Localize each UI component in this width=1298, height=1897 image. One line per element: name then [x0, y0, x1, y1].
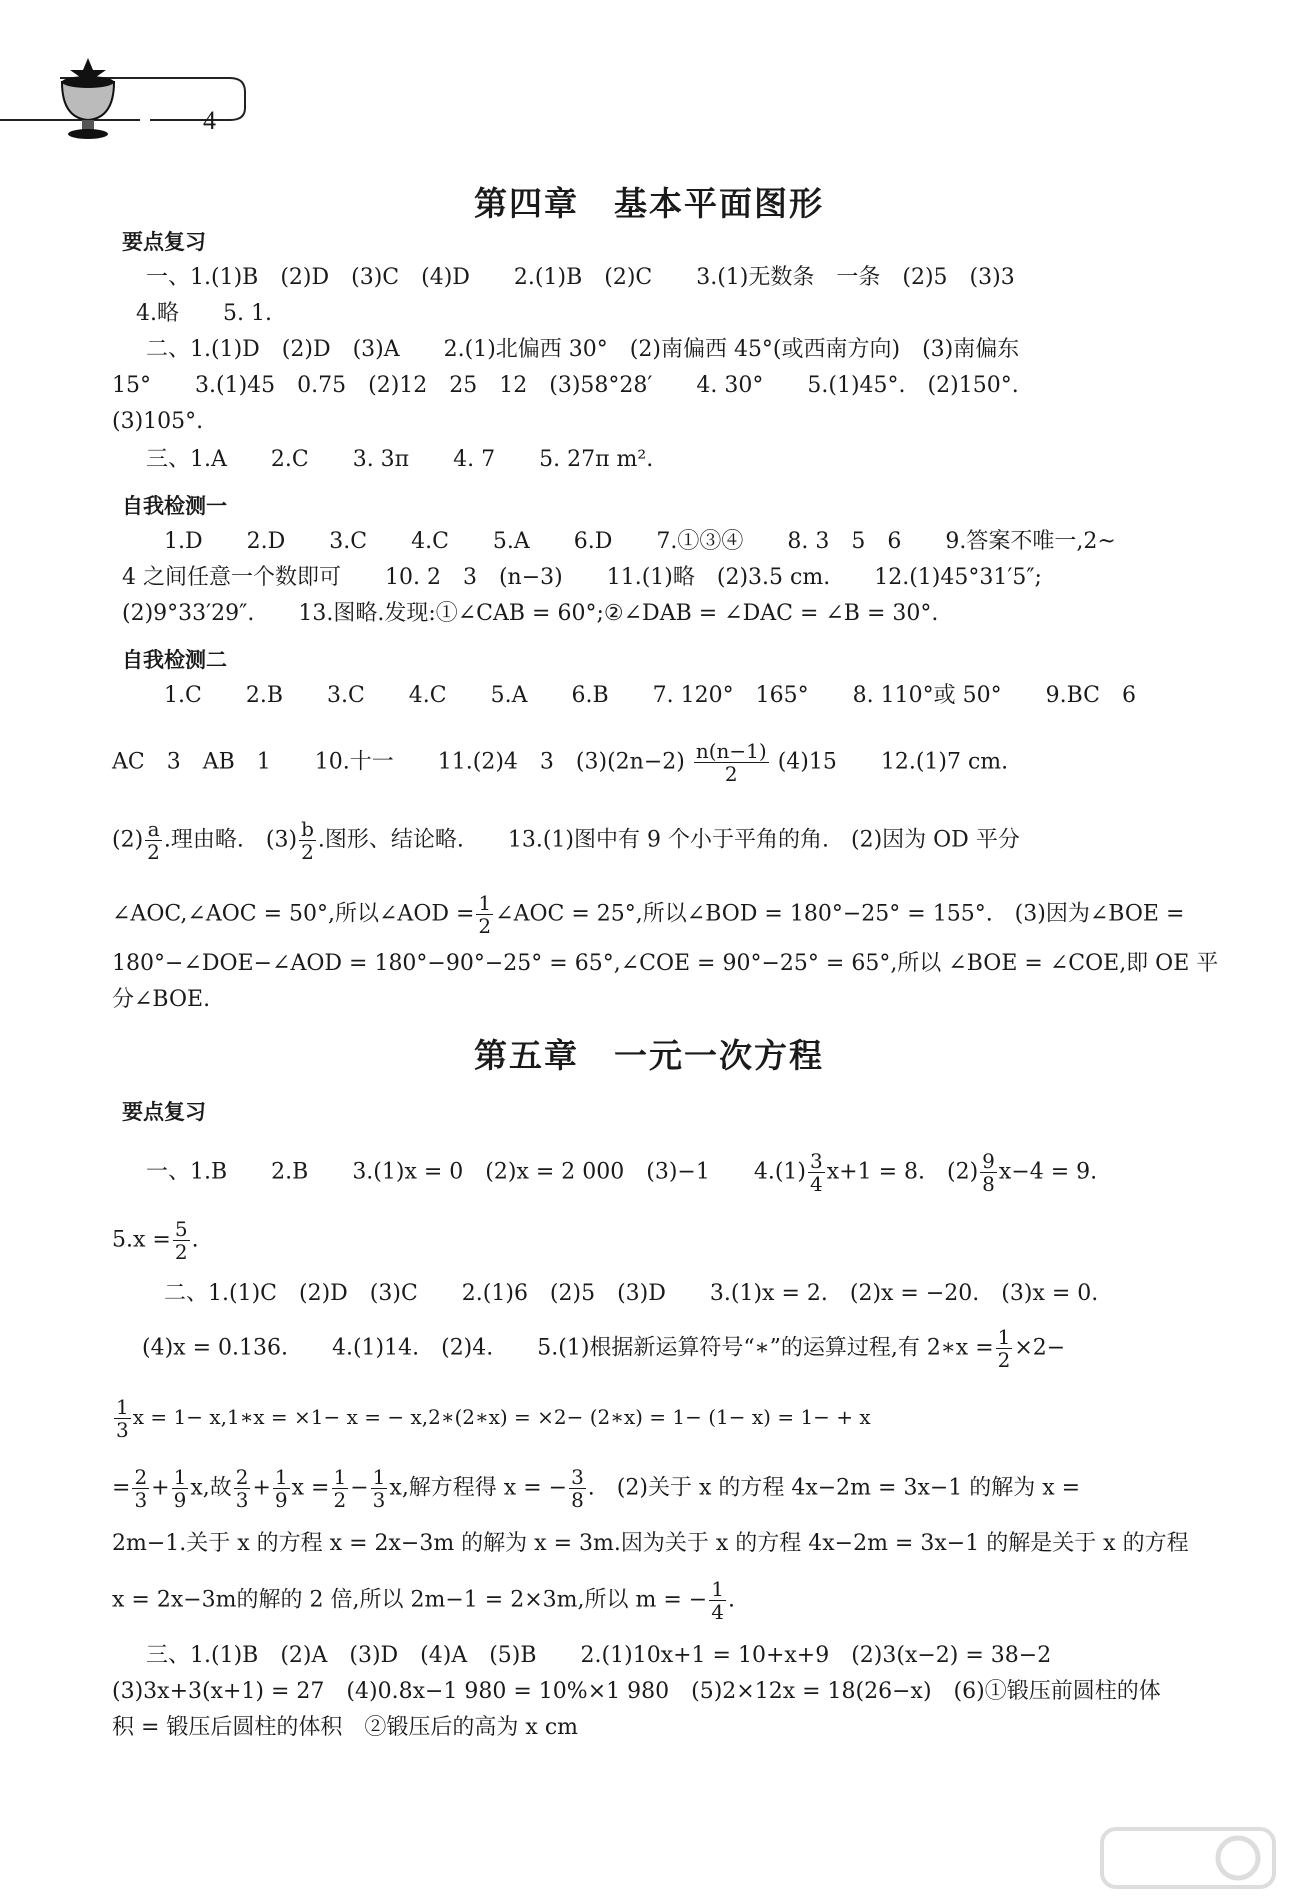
trophy-icon — [62, 58, 114, 139]
review-line: 一、1.(1)B (2)D (3)C (4)D 2.(1)B (2)C 3.(1)无数条 一条 (2)5 (3)3 — [146, 265, 1015, 290]
ch5-line: = $\frac{2}{3}$ + $\frac{1}{9}$ x,故 $\frac{2}{3}$ + $\frac{1}{9}$ x = $\frac{1}{2}$ − $\frac{1}{3}$ x,解方程得 x = − $\frac{3}{8}$ . (2)关于 x 的方程 4x−2m = 3x−1 的解为 x = — [112, 1465, 1081, 1512]
fraction: $\frac{1}{9}$ — [173, 1465, 187, 1512]
review-line: 二、1.(1)D (2)D (3)A 2.(1)北偏西 30° (2)南偏西 45°(或西南方向) (3)南偏东 — [146, 337, 1020, 362]
check1-line: 1.D 2.D 3.C 4.C 5.A 6.D 7.①③④ 8. 3 5 6 9.答案不唯一,2~ — [164, 529, 1116, 554]
check2-line: 1.C 2.B 3.C 4.C 5.A 6.B 7. 120° 165° 8. 110°或 50° 9.BC 6 — [164, 683, 1136, 708]
review-line: (3)105°. — [112, 409, 204, 434]
check2-line: 分∠BOE. — [112, 987, 211, 1012]
trophy-header-graphic — [0, 0, 260, 140]
check2-line: 180°−∠DOE−∠AOD = 180°−90°−25° = 65°,∠COE = 90°−25° = 65°,所以 ∠BOE = ∠COE,即 OE 平 — [112, 951, 1219, 976]
watermark-logo — [1098, 1823, 1278, 1893]
section-review: 要点复习 — [122, 230, 206, 254]
fraction: $\frac{1}{3}$ — [372, 1465, 386, 1512]
ch5-line: (3)3x+3(x+1) = 27 (4)0.8x−1 980 = 10%×1 980 (5)2×12x = 18(26−x) (6)①锻压前圆柱的体 — [112, 1679, 1161, 1704]
fraction: $\frac{1}{2}$ — [997, 1325, 1011, 1372]
fraction: $\frac{1}{2}$ — [333, 1465, 347, 1512]
check2-line — [112, 740, 1008, 785]
fraction: $\frac{3}{8}$ — [571, 1465, 584, 1512]
fraction: $\frac{5}{2}$ — [174, 1217, 188, 1264]
chapter4-title: 第四章 基本平面图形 — [474, 184, 824, 223]
fraction: $\frac{a}{2}$ — [147, 817, 160, 864]
review-line: 三、1.A 2.C 3. 3π 4. 7 5. 27π m². — [146, 447, 654, 472]
check2-line: (2) $\frac{a}{2}$ .理由略. (3) $\frac{b}{2}$ .图形、结论略. 13.(1)图中有 9 个小于平角的角. (2)因为 OD 平分 — [112, 817, 1020, 864]
section-review: 要点复习 — [122, 1100, 206, 1124]
ch5-line: 5.x = $\frac{5}{2}$ . — [112, 1217, 199, 1264]
fraction: $\frac{9}{8}$ — [982, 1149, 995, 1196]
ch5-line: x = 2x−3m的解的 2 倍,所以 2m−1 = 2×3m,所以 m = − $\frac{1}{4}$ . — [112, 1577, 735, 1624]
check2-line: ∠AOC,∠AOC = 50°,所以∠AOD = $\frac{1}{2}$ ∠AOC = 25°,所以∠BOD = 180°−25° = 155°. (3)因为∠BOE = — [112, 891, 1185, 938]
ch5-line: 二、1.(1)C (2)D (3)C 2.(1)6 (2)5 (3)D 3.(1)x = 2. (2)x = −20. (3)x = 0. — [164, 1281, 1099, 1306]
check1-line: 4 之间任意一个数即可 10. 2 3 (n−3) 11.(1)略 (2)3.5 cm. 12.(1)45°31′5″; — [122, 565, 1042, 590]
fraction: $\frac{n(n-1)}{2}$ — [695, 739, 767, 786]
ch5-line: 积 = 锻压后圆柱的体积 ②锻压后的高为 x cm — [112, 1715, 578, 1740]
fraction: $\frac{3}{4}$ — [810, 1149, 823, 1196]
ch5-line: 三、1.(1)B (2)A (3)D (4)A (5)B 2.(1)10x+1 = 10+x+9 (2)3(x−2) = 38−2 — [146, 1643, 1052, 1668]
fraction: $\frac{b}{2}$ — [301, 817, 314, 864]
fraction: $\frac{2}{3}$ — [134, 1465, 148, 1512]
review-line: 15° 3.(1)45 0.75 (2)12 25 12 (3)58°28′ 4. 30° 5.(1)45°. (2)150°. — [112, 373, 1019, 398]
fraction: $\frac{2}{3}$ — [235, 1465, 249, 1512]
fraction: $\frac{1}{2}$ — [478, 891, 492, 938]
check2-text: AC 3 AB 1 10.十一 11.(2)4 3 (3)(2n−2) — [112, 749, 685, 775]
page-number: 4 — [203, 106, 216, 135]
ch5-line: 一、1.B 2.B 3.(1)x = 0 (2)x = 2 000 (3)−1 4.(1) $\frac{3}{4}$ x+1 = 8. (2) $\frac{9}{8}$ x−4 = 9. — [146, 1149, 1098, 1196]
fraction: $\frac{1}{9}$ — [274, 1465, 288, 1512]
fraction: $\frac{1}{4}$ — [711, 1577, 724, 1624]
section-check1: 自我检测一 — [122, 494, 227, 518]
check1-line: (2)9°33′29″. 13.图略.发现:①∠CAB = 60°;②∠DAB = ∠DAC = ∠B = 30°. — [122, 601, 939, 626]
section-check2: 自我检测二 — [122, 648, 227, 672]
ch5-line: 2m−1.关于 x 的方程 x = 2x−3m 的解为 x = 3m.因为关于 x 的方程 4x−2m = 3x−1 的解是关于 x 的方程 — [112, 1531, 1189, 1556]
ch5-line: (4)x = 0.136. 4.(1)14. (2)4. 5.(1)根据新运算符号“∗”的运算过程,有 2∗x = $\frac{1}{2}$ ×2− — [142, 1325, 1066, 1372]
chapter5-title: 第五章 一元一次方程 — [474, 1036, 824, 1075]
fraction: $\frac{1}{3}$ — [116, 1395, 129, 1442]
ch5-line: $\frac{1}{3}$ x = 1− x,1∗x = ×1− x = − x,2∗(2∗x) = ×2− (2∗x) = 1− (1− x) = 1− + x — [116, 1395, 871, 1442]
check2-text: (4)15 12.(1)7 cm. — [777, 749, 1009, 775]
review-line: 4.略 5. 1. — [136, 301, 272, 326]
page-header — [0, 0, 1298, 160]
